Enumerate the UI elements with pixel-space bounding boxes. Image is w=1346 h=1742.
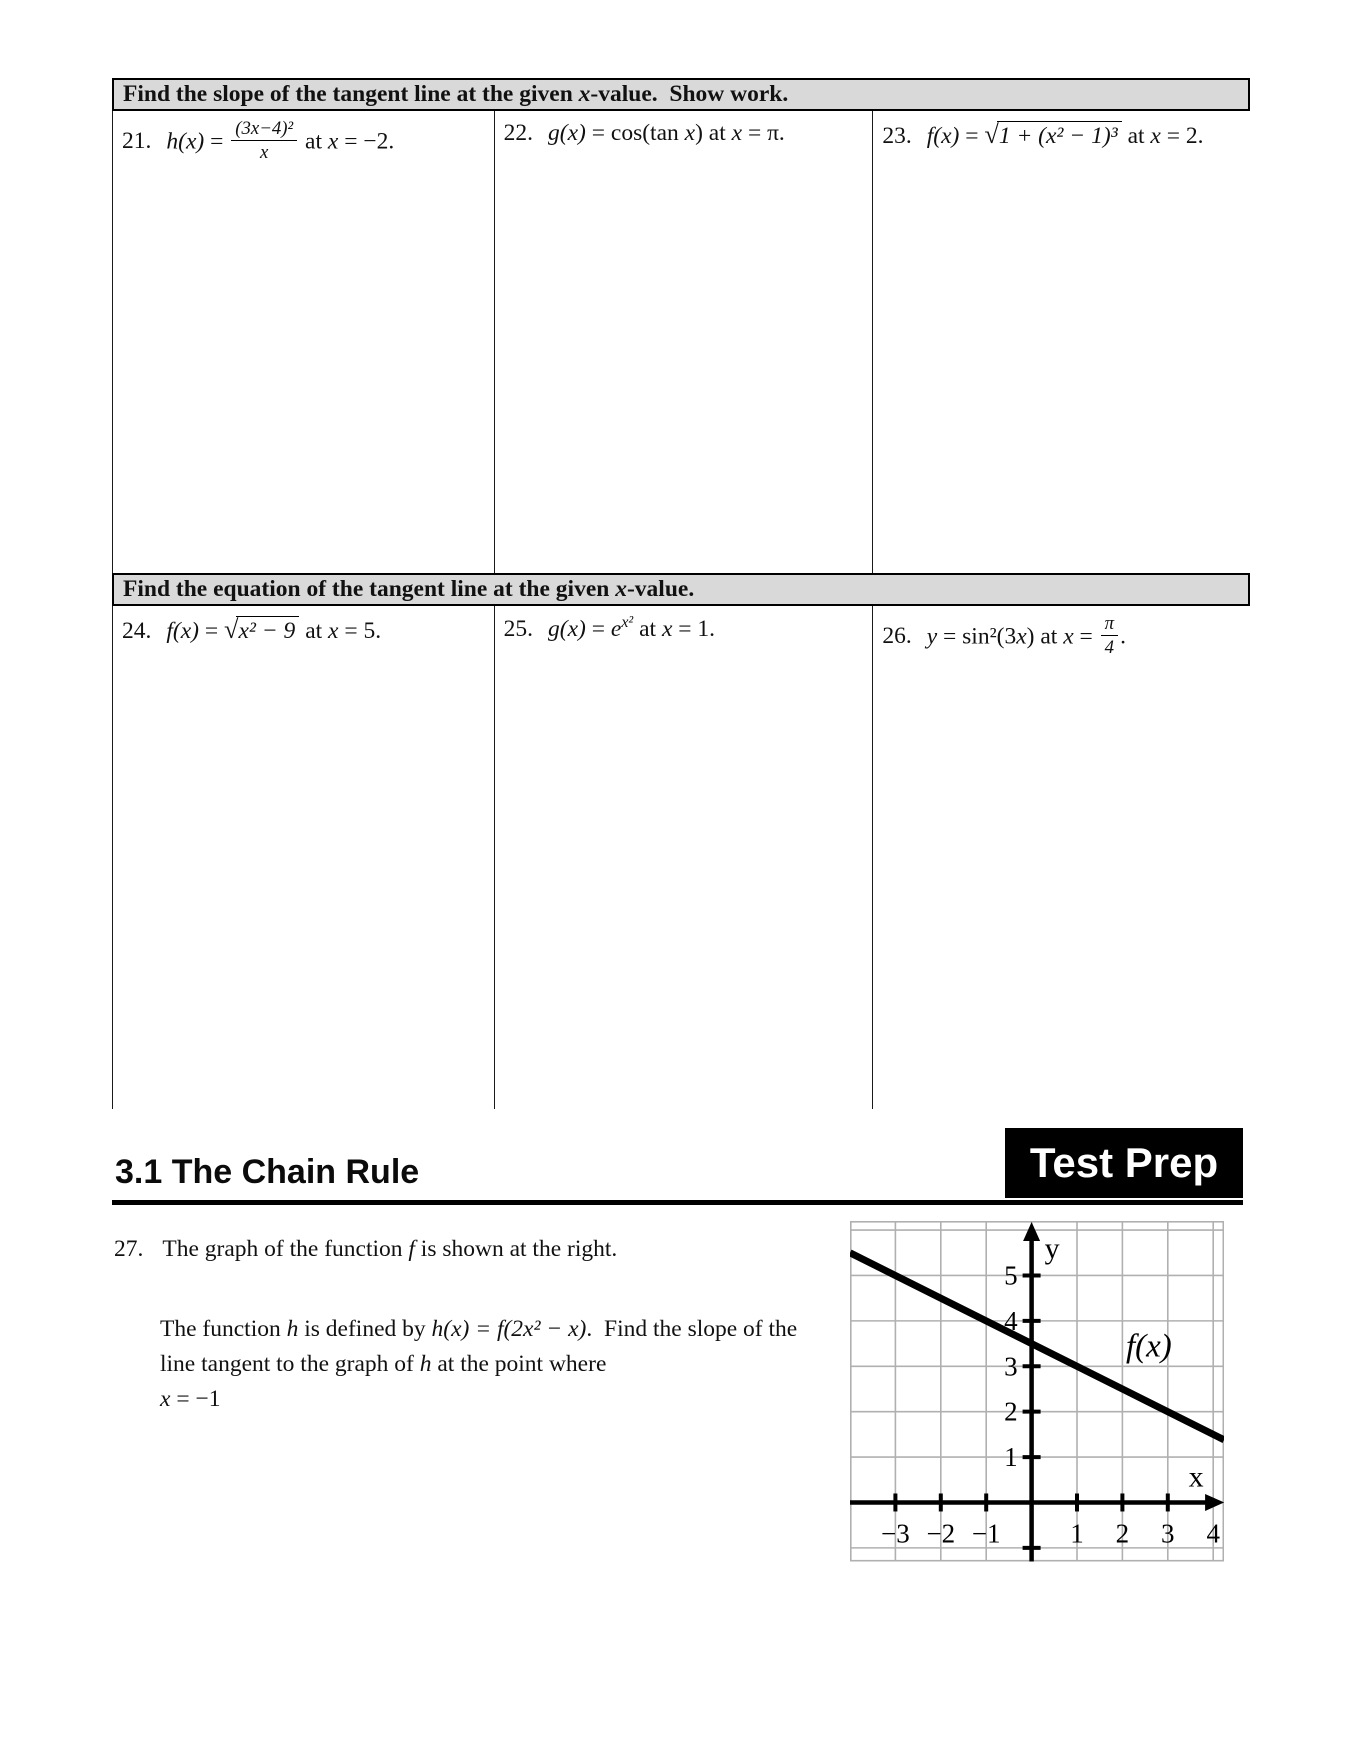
problem-27-intro: 27. The graph of the function f is shown at the right. [114, 1236, 618, 1262]
x-tick-label: 4 [1206, 1518, 1220, 1549]
slope-table-header: Find the slope of the tangent line at the given x-value. Show work. [112, 78, 1250, 111]
problem-24-cell [113, 606, 494, 1109]
y-tick-label: 3 [1004, 1351, 1018, 1382]
equation-table [112, 573, 1250, 1109]
x-tick-label: 3 [1161, 1518, 1175, 1549]
x-tick-label: 2 [1115, 1518, 1130, 1549]
problem-21: 21. h(x) = $\frac{\text{(3x−4)²}}{x}$ at x = −2. [122, 118, 395, 164]
x-tick-label: 1 [1070, 1518, 1084, 1549]
problem-23: 23. f(x) = √1 + (x² − 1)³ at x = 2. [882, 120, 1204, 149]
problem-27-xvalue: x = −1 [160, 1386, 221, 1412]
y-tick-label: 2 [1004, 1396, 1018, 1427]
x-tick-label: −2 [926, 1518, 956, 1549]
x-axis-label: x [1188, 1460, 1204, 1494]
problem-24: 24. f(x) = √x² − 9 at x = 5. [122, 615, 382, 644]
function-graph [850, 1221, 1224, 1562]
y-tick-label: 1 [1004, 1442, 1018, 1473]
equation-table-header: Find the equation of the tangent line at the given x-value. [112, 573, 1250, 606]
problem-26-cell [872, 606, 1250, 1109]
problem-22: 22. g(x) = cos(tan x) at x = π. [503, 120, 785, 146]
problem-21-cell [113, 111, 494, 574]
problem-25-cell [494, 606, 873, 1109]
f-label: f(x) [1126, 1328, 1172, 1365]
problem-23-cell [872, 111, 1250, 574]
y-tick-label: 4 [1004, 1305, 1018, 1336]
problem-25: 25. $g(x) = e^{x^2}$ at x = 1. [503, 614, 716, 642]
problem-26: 26. y = sin²(3x) at x = $\frac{\pi}{4}$ . [882, 613, 1126, 659]
y-axis-label: y [1044, 1232, 1060, 1266]
problem-27-body: The function h is defined by h(x) = f(2x² − x). Find the slope of the line tangent to the graph of h at the point where [160, 1316, 798, 1377]
y-tick-label: 5 [1004, 1260, 1018, 1291]
section-underline [112, 1200, 1243, 1205]
slope-table-body [112, 111, 1250, 574]
x-tick-label: −3 [881, 1518, 910, 1549]
slope-table [112, 78, 1250, 574]
test-prep-badge: Test Prep [1005, 1128, 1243, 1198]
problem-22-cell [494, 111, 873, 574]
y-axis-arrow-icon [1023, 1222, 1040, 1241]
equation-table-body [112, 606, 1250, 1109]
x-axis-arrow-icon [1205, 1494, 1224, 1511]
x-tick-label: −1 [971, 1518, 1001, 1549]
section-title: 3.1 The Chain Rule [115, 1153, 420, 1191]
